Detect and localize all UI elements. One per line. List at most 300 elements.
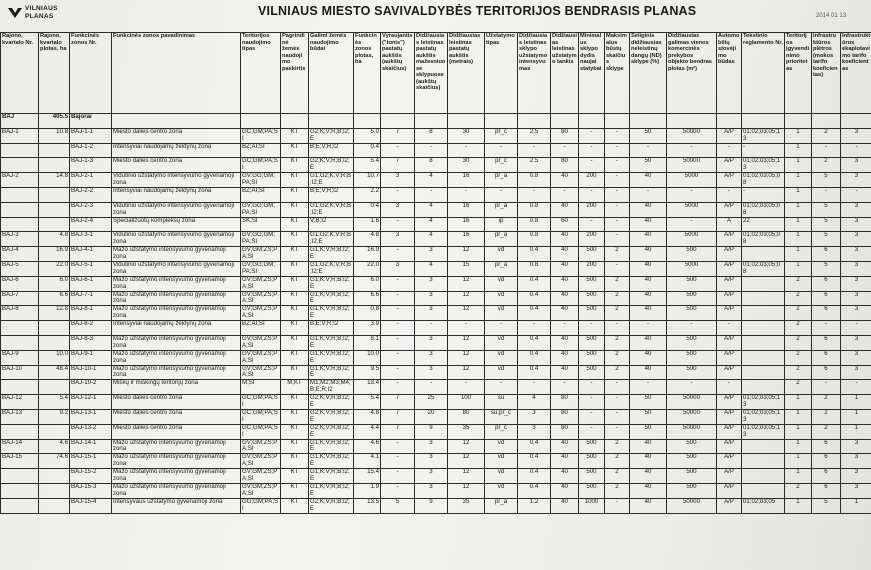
table-cell: G2;K;V;R;B;I2;E (309, 128, 354, 143)
table-cell (39, 202, 70, 217)
table-cell: KT (281, 173, 309, 188)
table-cell: 16 (448, 173, 485, 188)
table-cell: vd (485, 291, 518, 306)
table-cell: A/P (717, 439, 742, 454)
table-cell: BAJ-10-1 (70, 365, 112, 380)
table-cell: 6 (812, 350, 841, 365)
table-cell: 6 (812, 365, 841, 380)
table-cell: 2 (605, 350, 630, 365)
table-cell: - (518, 380, 551, 395)
table-cell: KT (281, 202, 309, 217)
table-cell: 3 (381, 261, 415, 276)
table-cell: 2 (785, 291, 812, 306)
table-cell: 500 (667, 306, 717, 321)
table-cell: BAJ-1-3 (70, 158, 112, 173)
document-title: VILNIAUS MIESTO SAVIVALDYBĖS TERITORIJOS BENDRASIS PLANAS (258, 4, 697, 18)
table-cell: BZ;AI;SI (241, 321, 281, 336)
table-cell: 3 (415, 483, 448, 498)
table-cell: 0.4 (354, 143, 381, 158)
table-cell: KT (281, 291, 309, 306)
table-cell (1, 321, 39, 336)
table-cell: BAJ-13-1 (70, 409, 112, 424)
table-cell: - (667, 217, 717, 232)
table-cell: 50000 (667, 424, 717, 439)
table-cell: 3 (841, 261, 871, 276)
table-cell: 3 (841, 232, 871, 247)
table-cell (742, 469, 785, 484)
table-cell: Mažo užstatymo intensyvumo gyvenamoji zona (112, 454, 241, 469)
table-cell (742, 335, 785, 350)
table-cell: Vidutinio užstatymo intensyvumo gyvenamoji zona (112, 202, 241, 217)
table-cell (1, 202, 39, 217)
column-header: Infrastruktūros ekaplotavimo tarifo koeficientas (841, 33, 871, 114)
table-cell: 40 (630, 469, 667, 484)
table-cell: 1 (785, 232, 812, 247)
column-header: Vyraujantis ("tonis") pastatų aukštis (aukštų skaičius) (381, 33, 415, 114)
table-cell: 7 (381, 395, 415, 410)
logo-icon (8, 6, 22, 20)
table-cell: 48.4 (39, 365, 70, 380)
table-cell: 2 (605, 483, 630, 498)
table-cell: 40 (630, 454, 667, 469)
table-cell: BAJ-6 (1, 276, 39, 291)
table-cell: 3 (841, 306, 871, 321)
table-cell: - (579, 380, 605, 395)
table-cell: BAJ-14 (1, 439, 39, 454)
column-header: Tekstinio reglamento Nr. (742, 33, 785, 114)
table-cell: Mažo užstatymo intensyvumo gyvenamoji zona (112, 469, 241, 484)
table-cell: BAJ-2-2 (70, 187, 112, 202)
document-date: 2014 01 13 (816, 13, 847, 19)
table-cell: A (717, 217, 742, 232)
table-cell: KT (281, 321, 309, 336)
table-cell: 2 (785, 335, 812, 350)
table-cell: 4.1 (354, 454, 381, 469)
table-cell: - (448, 321, 485, 336)
table-cell (742, 321, 785, 336)
table-cell (39, 335, 70, 350)
table-cell: - (448, 143, 485, 158)
table-cell: BAJ-3-1 (70, 232, 112, 247)
table-cell: 200 (579, 232, 605, 247)
table-cell: - (841, 187, 871, 202)
table-cell: 500 (579, 365, 605, 380)
table-cell: BAJ-2-1 (70, 173, 112, 188)
table-cell: BAJ-7-1 (70, 291, 112, 306)
table-cell: 50 (630, 424, 667, 439)
table-cell: 2 (605, 276, 630, 291)
table-cell: A/P (717, 202, 742, 217)
table-row (1, 350, 871, 365)
table-cell: KT (281, 350, 309, 365)
table-cell: 3 (841, 365, 871, 380)
table-cell (717, 114, 742, 129)
table-cell: 6 (812, 247, 841, 262)
table-cell (39, 483, 70, 498)
table-cell: KT (281, 143, 309, 158)
table-cell: - (605, 187, 630, 202)
table-cell: 01;02;03;05;08 (742, 232, 785, 247)
table-cell: BAJ-8-2 (70, 321, 112, 336)
table-cell: 500 (667, 469, 717, 484)
table-cell: 40 (551, 454, 579, 469)
table-cell: 2 (812, 409, 841, 424)
table-cell (742, 380, 785, 395)
table-cell: 6.6 (39, 291, 70, 306)
table-cell: Mažo užstatymo intensyvumo gyvenamoji zona (112, 335, 241, 350)
table-cell: 5000 (667, 202, 717, 217)
table-cell (667, 114, 717, 129)
table-cell: A/P (717, 247, 742, 262)
table-cell: 01;02;03;05;13 (742, 424, 785, 439)
table-cell: A/P (717, 232, 742, 247)
table-cell: G1;K;V;R;B;I2;E (309, 454, 354, 469)
table-cell: - (579, 424, 605, 439)
table-cell: - (551, 143, 579, 158)
table-cell: GV;GM;ZS;PA;SI (241, 439, 281, 454)
table-cell: 500 (579, 469, 605, 484)
table-cell: - (485, 187, 518, 202)
table-cell: 1 (785, 128, 812, 143)
table-cell: 5 (812, 232, 841, 247)
table-cell: 3 (415, 454, 448, 469)
table-cell: - (579, 143, 605, 158)
table-cell: 500 (579, 454, 605, 469)
table-cell: - (381, 291, 415, 306)
column-header: Teritorijos įgyvendinimo prioritetas (785, 33, 812, 114)
table-cell: vd (485, 335, 518, 350)
table-cell: 4 (415, 173, 448, 188)
table-cell: Intensyviai naudojamų želdynų zona (112, 143, 241, 158)
table-cell: Vidutinio užstatymo intensyvumo gyvenamoji zona (112, 261, 241, 276)
table-cell: 12 (448, 276, 485, 291)
table-cell: - (381, 350, 415, 365)
table-cell: 40 (630, 306, 667, 321)
table-cell: - (717, 380, 742, 395)
table-cell: KT (281, 217, 309, 232)
table-cell: BAJ-10-2 (70, 380, 112, 395)
table-cell: 40 (630, 232, 667, 247)
table-cell: 3 (415, 335, 448, 350)
table-cell: 0.8 (354, 306, 381, 321)
table-cell: G1;G2;K;V;R;B;I2;E (309, 173, 354, 188)
table-row (1, 291, 871, 306)
table-cell: KT (281, 365, 309, 380)
table-cell: 500 (667, 350, 717, 365)
table-cell: - (667, 321, 717, 336)
table-cell: 2.5 (518, 158, 551, 173)
table-cell: 01;02;03;05;08 (742, 202, 785, 217)
table-cell: - (381, 247, 415, 262)
table-cell: Miesto dalies centro zona (112, 128, 241, 143)
table-cell: 405.5 (39, 114, 70, 129)
table-cell (1, 187, 39, 202)
table-cell: 50 (630, 395, 667, 410)
table-cell: GV;GM;ZS;PA;SI (241, 483, 281, 498)
table-cell: 3 (841, 173, 871, 188)
table-cell: GG;GM;PA;SI (241, 498, 281, 513)
table-header-row (1, 33, 871, 114)
table-cell: 6.6 (354, 291, 381, 306)
table-cell: Mažo užstatymo intensyvumo gyvenamoji zona (112, 306, 241, 321)
table-cell: 22.0 (354, 261, 381, 276)
table-cell: 2 (812, 128, 841, 143)
table-cell: 12 (448, 291, 485, 306)
column-header: Seliginis didžiausias neleistinų dangų (ND) sklype (%) (630, 33, 667, 114)
table-cell: 6 (812, 276, 841, 291)
table-cell: G1;K;V;R;B;I2;E (309, 247, 354, 262)
table-cell: BAJ-12 (1, 395, 39, 410)
table-row (1, 143, 871, 158)
table-cell: 20 (415, 409, 448, 424)
table-cell: 01;02;03;05;13 (742, 158, 785, 173)
table-cell: - (579, 128, 605, 143)
table-cell (1, 380, 39, 395)
table-cell: 0.4 (518, 291, 551, 306)
table-cell: - (381, 380, 415, 395)
table-cell: 4.4 (354, 424, 381, 439)
table-cell: - (381, 439, 415, 454)
table-cell: - (485, 380, 518, 395)
table-cell: G2;K;V;R;B;I2;E (309, 409, 354, 424)
table-cell: 40 (551, 202, 579, 217)
table-cell: 4.8 (39, 232, 70, 247)
table-cell: B;E;V;R;I2 (309, 143, 354, 158)
table-cell: vd (485, 454, 518, 469)
logo-line-1: VILNIAUS (25, 5, 58, 12)
table-cell: A/P (717, 335, 742, 350)
table-cell: GV;GM;ZS;PA;SI (241, 306, 281, 321)
table-cell: - (518, 187, 551, 202)
table-row (1, 158, 871, 173)
table-cell: 200 (579, 202, 605, 217)
table-cell: 0.4 (518, 483, 551, 498)
table-row (1, 114, 871, 129)
table-cell: 1 (841, 498, 871, 513)
table-cell (742, 350, 785, 365)
table-cell: A/P (717, 128, 742, 143)
table-cell: - (667, 187, 717, 202)
table-cell: - (415, 143, 448, 158)
table-cell: su;pr_c (485, 409, 518, 424)
table-cell: - (630, 187, 667, 202)
table-cell: 6 (812, 483, 841, 498)
table-cell: 1 (841, 409, 871, 424)
table-cell: 4.6 (39, 439, 70, 454)
table-cell: 80 (551, 424, 579, 439)
table-cell: Mažo užstatymo intensyvumo gyvenamoji zona (112, 247, 241, 262)
table-cell: GV;GG;GM;PA;SI (241, 173, 281, 188)
table-cell: - (381, 276, 415, 291)
table-cell: A/P (717, 424, 742, 439)
table-cell: GC;GM;PA;SI (241, 128, 281, 143)
table-cell: 3 (415, 291, 448, 306)
table-cell: 40 (551, 469, 579, 484)
table-cell (1, 143, 39, 158)
table-cell: 40 (551, 335, 579, 350)
table-cell: 40 (630, 350, 667, 365)
table-cell: BAJ-3 (1, 232, 39, 247)
table-cell: 35 (448, 498, 485, 513)
table-cell: 12 (448, 335, 485, 350)
table-cell: 0.4 (354, 202, 381, 217)
table-cell: 0.4 (518, 276, 551, 291)
table-cell: ip (485, 217, 518, 232)
table-cell: 1 (785, 454, 812, 469)
table-cell: 2 (785, 306, 812, 321)
table-cell: B;E;V;R;I2 (309, 187, 354, 202)
column-header: Užstatymo tipas (485, 33, 518, 114)
table-cell: - (841, 380, 871, 395)
table-cell: KT (281, 395, 309, 410)
table-cell: Mažo užstatymo intensyvumo gyvenamoji zona (112, 276, 241, 291)
table-cell: 500 (667, 483, 717, 498)
table-row (1, 335, 871, 350)
column-header: Funkcinės zonos pavadinimas (112, 33, 241, 114)
table-cell: BAJ-4-1 (70, 247, 112, 262)
table-cell: 50 (630, 409, 667, 424)
table-cell: KT (281, 306, 309, 321)
table-cell: Miesto dalies centro zona (112, 409, 241, 424)
table-cell (1, 469, 39, 484)
table-cell: - (605, 424, 630, 439)
table-cell: GC;GM;PA;SI (241, 409, 281, 424)
column-header: Pagrindinė žemės naudojimo paskirtis (281, 33, 309, 114)
table-cell: G2;K;V;R;B;I2;E (309, 498, 354, 513)
table-cell: 14.8 (39, 173, 70, 188)
table-cell: 2 (605, 291, 630, 306)
table-cell: GC;GM;PA;SI (241, 158, 281, 173)
table-cell: 40 (630, 261, 667, 276)
column-header: Funkcinės zonos Nr. (70, 33, 112, 114)
table-cell: 3 (518, 424, 551, 439)
table-cell: 10.0 (354, 350, 381, 365)
table-cell: - (605, 380, 630, 395)
table-row (1, 202, 871, 217)
table-cell: 10.0 (39, 350, 70, 365)
table-cell (579, 114, 605, 129)
table-cell: A/P (717, 306, 742, 321)
table-cell (742, 306, 785, 321)
table-cell: BAJ-7 (1, 291, 39, 306)
table-cell: 50000 (667, 128, 717, 143)
table-cell: Intensyvaus užstatymo gyvenamoji zona (112, 498, 241, 513)
table-cell: BAJ-9 (1, 350, 39, 365)
table-cell: 01;02;03;05;08 (742, 261, 785, 276)
table-cell: G1;G2;K;V;R;B;I2;E (309, 202, 354, 217)
table-cell: 25 (415, 395, 448, 410)
table-cell (518, 114, 551, 129)
table-cell: 80 (551, 395, 579, 410)
table-cell: - (812, 143, 841, 158)
table-cell: - (381, 335, 415, 350)
table-cell: 3 (841, 202, 871, 217)
table-cell: 1 (785, 261, 812, 276)
column-header: Maksimalus būstų skaičius sklype (605, 33, 630, 114)
table-cell: 1 (785, 143, 812, 158)
table-cell: 3 (415, 439, 448, 454)
table-cell: 7 (381, 409, 415, 424)
table-cell (1, 217, 39, 232)
table-cell: 500 (579, 350, 605, 365)
table-cell: 40 (551, 232, 579, 247)
table-cell: - (605, 409, 630, 424)
table-cell: - (841, 143, 871, 158)
table-cell: 40 (551, 498, 579, 513)
table-cell: 0.4 (518, 454, 551, 469)
table-cell: 1000 (579, 498, 605, 513)
table-cell: A/P (717, 261, 742, 276)
table-cell: - (518, 321, 551, 336)
table-cell: 500 (667, 454, 717, 469)
table-cell: - (579, 409, 605, 424)
table-cell: pr_c (485, 158, 518, 173)
table-cell: 2 (812, 395, 841, 410)
table-cell: 4 (518, 395, 551, 410)
table-cell: BZ;AI;SI (241, 187, 281, 202)
table-cell: vd (485, 247, 518, 262)
table-cell: - (485, 321, 518, 336)
table-cell: pr_a (485, 202, 518, 217)
table-cell: - (415, 187, 448, 202)
table-cell: 40 (630, 247, 667, 262)
table-cell: 40 (551, 365, 579, 380)
table-cell: KT (281, 187, 309, 202)
table-body (1, 114, 871, 514)
table-cell: 35 (448, 424, 485, 439)
table-cell: - (605, 158, 630, 173)
table-cell: - (381, 306, 415, 321)
table-cell (39, 143, 70, 158)
table-cell: 2 (785, 276, 812, 291)
table-cell: BZ;AI;SI (241, 143, 281, 158)
table-cell: 12 (448, 469, 485, 484)
table-cell: GV;GM;ZS;PA;SI (241, 469, 281, 484)
table-cell (605, 114, 630, 129)
table-cell: - (381, 321, 415, 336)
column-header: Galimi žemės naudojimo būdai (309, 33, 354, 114)
table-cell (415, 114, 448, 129)
table-cell: BAJ-1-2 (70, 143, 112, 158)
table-cell: - (448, 187, 485, 202)
column-header: Automobilių stovėjimo būdas (717, 33, 742, 114)
table-cell: 1 (785, 409, 812, 424)
table-cell: 3 (381, 202, 415, 217)
table-cell: 8.1 (354, 335, 381, 350)
table-cell: Mažo užstatymo intensyvumo gyvenamoji zona (112, 483, 241, 498)
table-cell: 50000 (667, 409, 717, 424)
table-cell: pr_a (485, 173, 518, 188)
table-cell: 5 (812, 173, 841, 188)
table-cell (39, 469, 70, 484)
table-cell: 3 (381, 232, 415, 247)
column-header: Rajono, kvartalo plotas, ha (39, 33, 70, 114)
table-cell: 1 (785, 247, 812, 262)
table-cell: 4.6 (354, 439, 381, 454)
table-cell (742, 483, 785, 498)
table-cell: 1 (841, 424, 871, 439)
table-cell: - (667, 380, 717, 395)
table-cell (1, 335, 39, 350)
table-cell: 3 (841, 247, 871, 262)
table-cell: GV;GG;GM;PA;SI (241, 232, 281, 247)
table-cell: KT (281, 276, 309, 291)
table-row (1, 276, 871, 291)
table-cell: 40 (630, 217, 667, 232)
table-cell: A/P (717, 276, 742, 291)
table-cell (742, 291, 785, 306)
table-cell: 1.9 (354, 483, 381, 498)
